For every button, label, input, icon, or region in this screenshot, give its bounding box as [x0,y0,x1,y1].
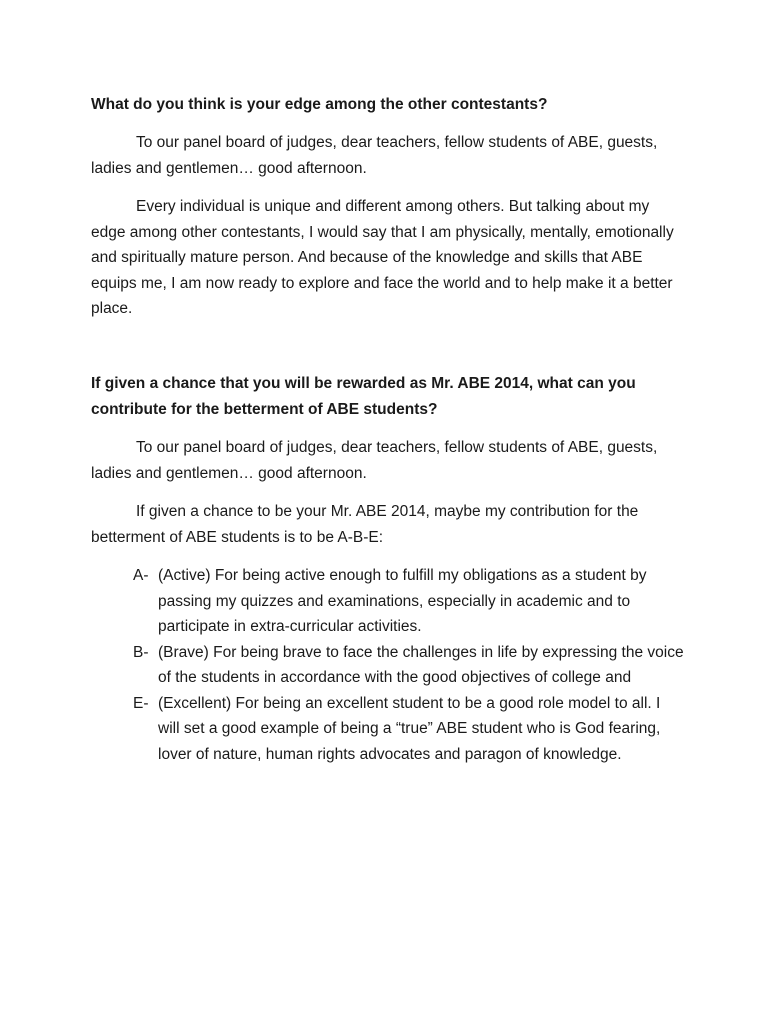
contribution-intro-paragraph: If given a chance to be your Mr. ABE 2014, maybe my contribution for the betterment of ABE students is to be A-B-E: [91,503,639,546]
edge-answer-paragraph: Every individual is unique and different among others. But talking about my edge among other contestants, I would say that I am physically, mentally, emotionally and spiritually mature person. And because of the knowledge and skills that ABE equips me, I am now ready to explore and face the world and to help make it a better place. [91,198,674,317]
list-item-excellent [133,691,685,768]
list-item-text: (Excellent) For being an excellent student to be a good role model to all. I will set a good example of being a “true” ABE student who is God fearing, lover of nature, human rights advocates and paragon of knowledge. [158,694,661,763]
list-marker: A- [133,567,149,584]
question-edge-heading: What do you think is your edge among the other contestants? [91,96,548,113]
greeting-paragraph-1: To our panel board of judges, dear teachers, fellow students of ABE, guests, ladies and gentlemen… good afternoon. [91,134,658,177]
question-contribution-heading: If given a chance that you will be rewarded as Mr. ABE 2014, what can you contribute for the betterment of ABE students? [91,375,636,418]
list-item-text: (Active) For being active enough to fulfill my obligations as a student by passing my quizzes and examinations, especially in academic and to participate in extra-curricular activities. [158,567,647,635]
greeting-paragraph-2: To our panel board of judges, dear teachers, fellow students of ABE, guests, ladies and gentlemen… good afternoon. [91,439,658,482]
list-item-active [133,563,685,640]
list-marker: E- [133,694,149,712]
list-item-brave [133,640,685,691]
list-marker: B- [133,643,149,661]
list-item-text: (Brave) For being brave to face the challenges in life by expressing the voice of the students in accordance with the good objectives of college and [158,643,684,686]
abe-list [133,563,685,767]
